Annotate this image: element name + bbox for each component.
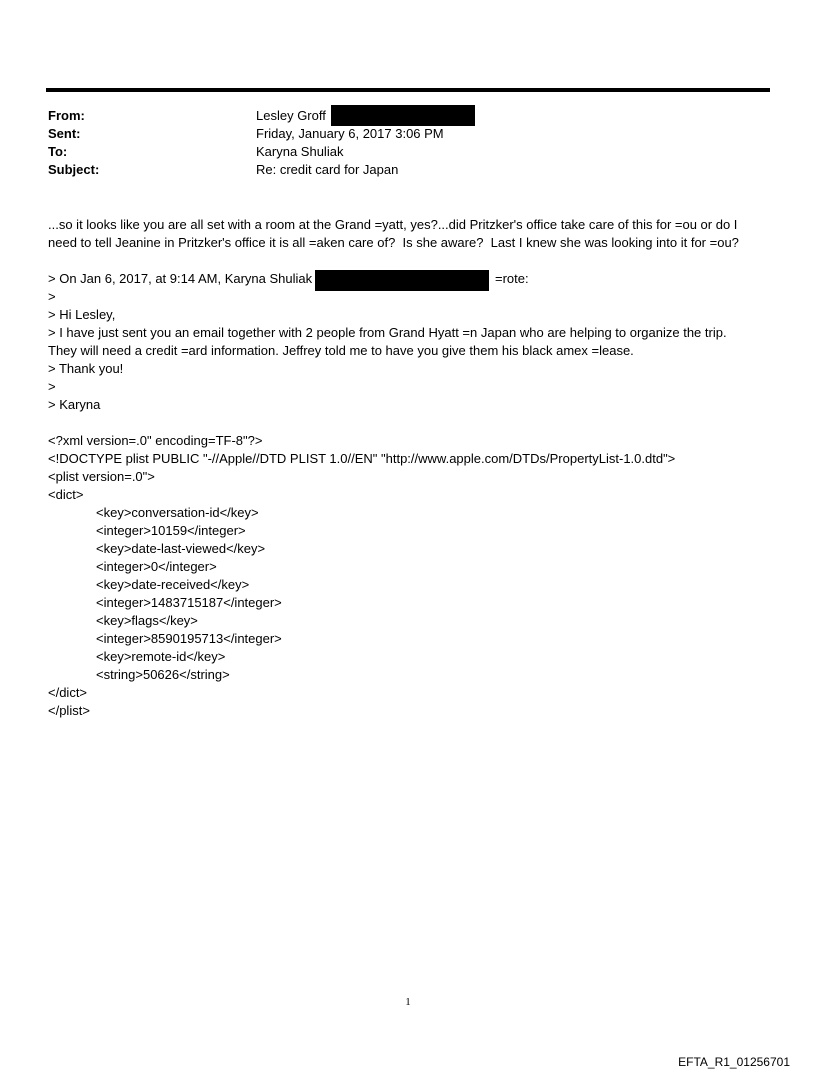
plist-line: <?xml version=.0" encoding=TF-8"?> — [48, 433, 263, 448]
quote-line: > — [48, 289, 56, 304]
quote-intro: > On Jan 6, 2017, at 9:14 AM, Karyna Shuliak — [48, 271, 313, 286]
sent-value: Friday, January 6, 2017 3:06 PM — [256, 126, 444, 141]
plist-line: <dict> — [48, 487, 84, 502]
plist-line: <key>flags</key> — [96, 613, 198, 628]
quote-line: > Thank you! — [48, 361, 124, 376]
plist-line: <integer>0</integer> — [96, 559, 217, 574]
plist-line: <key>conversation-id</key> — [96, 505, 259, 520]
sent-label: Sent: — [48, 126, 81, 141]
quote-line: > — [48, 379, 56, 394]
subject-value: Re: credit card for Japan — [256, 162, 399, 177]
subject-label: Subject: — [48, 162, 100, 177]
plist-line: <key>date-received</key> — [96, 577, 250, 592]
plist-line: </plist> — [48, 703, 90, 718]
quote-line: > Hi Lesley, — [48, 307, 116, 322]
to-value: Karyna Shuliak — [256, 144, 344, 159]
quote-intro-end: =rote: — [495, 271, 529, 286]
plist-line: <integer>10159</integer> — [96, 523, 246, 538]
to-label: To: — [48, 144, 68, 159]
from-value: Lesley Groff — [256, 108, 326, 123]
header-divider — [46, 88, 770, 92]
body-line: need to tell Jeanine in Pritzker's office it is all =aken care of? Is she aware? Last I knew she was looking into it for =ou? — [48, 235, 739, 250]
plist-line: </dict> — [48, 685, 88, 700]
redaction-box — [331, 105, 475, 126]
plist-line: <!DOCTYPE plist PUBLIC "-//Apple//DTD PLIST 1.0//EN" "http://www.apple.com/DTDs/PropertyList-1.0.dtd"> — [48, 451, 676, 466]
plist-line: <integer>8590195713</integer> — [96, 631, 282, 646]
plist-line: <string>50626</string> — [96, 667, 230, 682]
from-label: From: — [48, 108, 85, 123]
plist-line: <integer>1483715187</integer> — [96, 595, 282, 610]
quote-line: > I have just sent you an email together with 2 people from Grand Hyatt =n Japan who are helping to organize the trip. — [48, 325, 727, 340]
quote-line: > Karyna — [48, 397, 101, 412]
page-number: 1 — [405, 996, 411, 1008]
quote-line: They will need a credit =ard information. Jeffrey told me to have you give them his black amex =lease. — [48, 343, 634, 358]
plist-block — [48, 432, 675, 720]
body-line: ...so it looks like you are all set with a room at the Grand =yatt, yes?...did Pritzker's office take care of this for =ou or do I — [48, 217, 738, 232]
plist-line: <key>remote-id</key> — [96, 649, 226, 664]
plist-line: <plist version=.0"> — [48, 469, 155, 484]
plist-line: <key>date-last-viewed</key> — [96, 541, 266, 556]
bates-number: EFTA_R1_01256701 — [678, 1055, 790, 1069]
